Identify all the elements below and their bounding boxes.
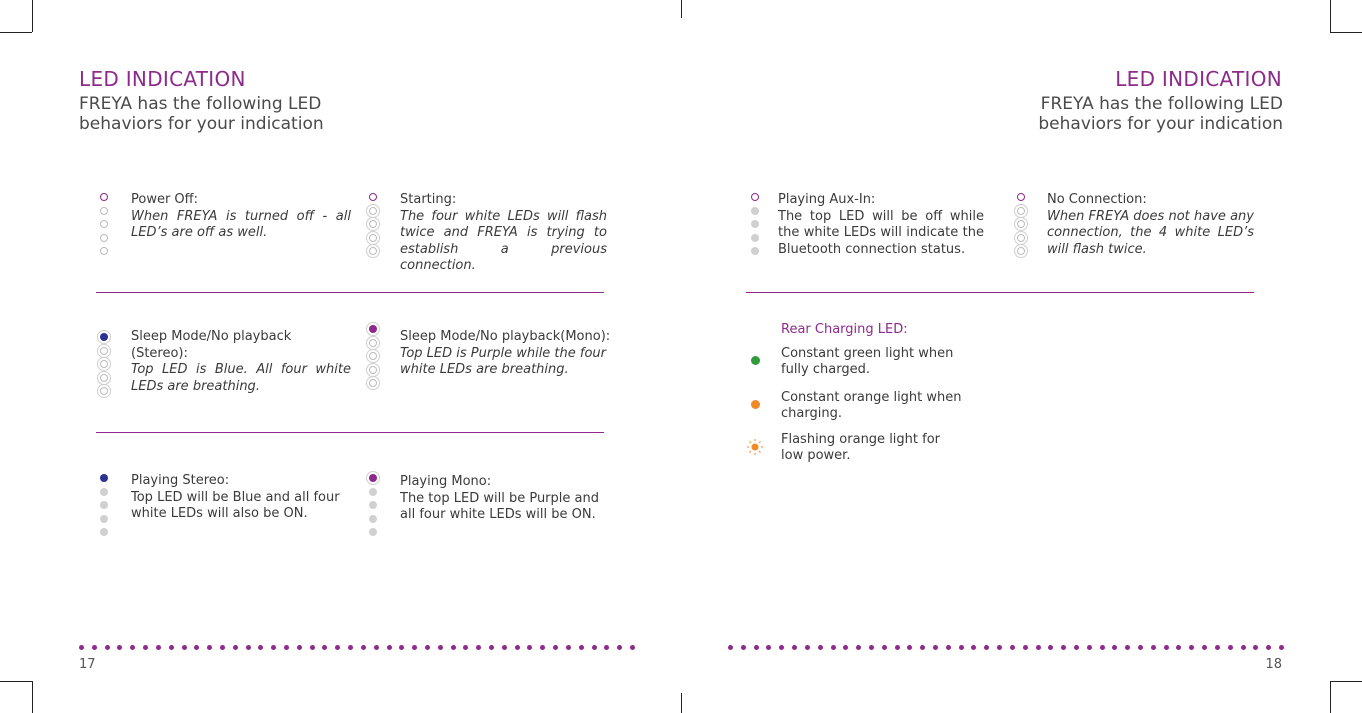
- white-led-icon: [369, 528, 377, 536]
- dotted-divider: [728, 645, 1284, 651]
- top-led-icon: [100, 333, 108, 341]
- divider-dot: [361, 645, 366, 650]
- divider-dot: [1151, 645, 1156, 650]
- divider-dot: [246, 645, 251, 650]
- white-led-icon: [369, 247, 377, 255]
- white-led-icon: [369, 207, 377, 215]
- divider-dot: [946, 645, 951, 650]
- divider-dot: [297, 645, 302, 650]
- white-led-icon: [1017, 247, 1025, 255]
- divider-dot: [463, 645, 468, 650]
- divider-dot: [831, 645, 836, 650]
- divider-dot: [284, 645, 289, 650]
- top-led-icon: [369, 193, 377, 201]
- divider-dot: [728, 645, 733, 650]
- led-behavior-sleep-mono: [400, 329, 630, 379]
- behavior-name: Starting:: [400, 192, 457, 207]
- divider-dot: [412, 645, 417, 650]
- divider-dot: [271, 645, 276, 650]
- divider-dot: [79, 645, 84, 650]
- charge-state-text: Constant orange light when charging.: [781, 390, 962, 421]
- crop-mark: [1330, 0, 1331, 32]
- white-led-icon: [369, 339, 377, 347]
- white-led-icon: [751, 234, 759, 242]
- divider-dot: [792, 645, 797, 650]
- divider-dot: [1074, 645, 1079, 650]
- white-led-icon: [751, 220, 759, 228]
- divider-dot: [1036, 645, 1041, 650]
- section-divider: [746, 292, 1254, 293]
- white-led-icon: [369, 352, 377, 360]
- divider-dot: [1061, 645, 1066, 650]
- behavior-description: Top LED will be Blue and all four white LEDs will also be ON.: [131, 489, 340, 521]
- divider-dot: [1241, 645, 1246, 650]
- crop-mark: [1330, 681, 1331, 713]
- white-led-icon: [100, 515, 108, 523]
- divider-dot: [310, 645, 315, 650]
- crop-mark: [0, 681, 32, 682]
- divider-dot: [1125, 645, 1130, 650]
- divider-dot: [1253, 645, 1258, 650]
- page-number: 18: [1265, 657, 1282, 672]
- behavior-name: Power Off:: [131, 192, 199, 207]
- white-led-icon: [100, 387, 108, 395]
- charge-state-text: Constant green light when fully charged.: [781, 346, 954, 377]
- divider-dot: [182, 645, 187, 650]
- white-led-icon: [369, 501, 377, 509]
- led-behavior-aux-in: [778, 192, 984, 258]
- divider-dot: [959, 645, 964, 650]
- charge-led-green: [751, 356, 760, 365]
- divider-dot: [856, 645, 861, 650]
- white-led-icon: [751, 207, 759, 215]
- divider-dot: [1279, 645, 1284, 650]
- charge-led-orange: [751, 400, 760, 409]
- white-led-icon: [100, 501, 108, 509]
- crop-mark: [681, 693, 682, 713]
- divider-dot: [882, 645, 887, 650]
- divider-dot: [143, 645, 148, 650]
- top-led-icon: [100, 193, 108, 201]
- top-led-icon: [1017, 193, 1025, 201]
- crop-mark: [681, 0, 682, 18]
- divider-dot: [566, 645, 571, 650]
- divider-dot: [1100, 645, 1105, 650]
- white-led-icon: [369, 515, 377, 523]
- divider-dot: [194, 645, 199, 650]
- white-led-icon: [369, 366, 377, 374]
- divider-dot: [387, 645, 392, 650]
- top-led-icon: [369, 474, 377, 482]
- divider-dot: [207, 645, 212, 650]
- divider-dot: [425, 645, 430, 650]
- white-led-icon: [369, 379, 377, 387]
- divider-dot: [920, 645, 925, 650]
- white-led-icon: [100, 207, 108, 215]
- divider-dot: [805, 645, 810, 650]
- divider-dot: [1048, 645, 1053, 650]
- top-led-icon: [369, 325, 377, 333]
- section-divider: [96, 432, 604, 433]
- white-led-icon: [751, 247, 759, 255]
- white-led-icon: [369, 220, 377, 228]
- divider-dot: [1176, 645, 1181, 650]
- page-title: LED INDICATION: [1115, 67, 1282, 91]
- divider-dot: [754, 645, 759, 650]
- divider-dot: [438, 645, 443, 650]
- white-led-icon: [100, 220, 108, 228]
- divider-dot: [105, 645, 110, 650]
- white-led-icon: [369, 488, 377, 496]
- divider-dot: [933, 645, 938, 650]
- crop-mark: [32, 0, 33, 32]
- divider-dot: [1189, 645, 1194, 650]
- divider-dot: [502, 645, 507, 650]
- behavior-description: Top LED is Blue. All four white LEDs are breathing.: [131, 362, 351, 394]
- divider-dot: [322, 645, 327, 650]
- page-number: 17: [79, 657, 96, 672]
- white-led-icon: [100, 347, 108, 355]
- divider-dot: [869, 645, 874, 650]
- led-behavior-starting: [400, 192, 607, 275]
- led-behavior-playing-mono: [400, 474, 612, 524]
- divider-dot: [1215, 645, 1220, 650]
- white-led-icon: [100, 488, 108, 496]
- divider-dot: [399, 645, 404, 650]
- divider-dot: [1010, 645, 1015, 650]
- behavior-name: Playing Aux-In:: [778, 192, 876, 207]
- divider-dot: [997, 645, 1002, 650]
- page-subtitle: FREYA has the following LED behaviors for your indication: [79, 94, 324, 134]
- page-title: LED INDICATION: [79, 67, 246, 91]
- white-led-icon: [369, 234, 377, 242]
- divider-dot: [258, 645, 263, 650]
- divider-dot: [895, 645, 900, 650]
- white-led-icon: [1017, 207, 1025, 215]
- divider-dot: [984, 645, 989, 650]
- divider-dot: [220, 645, 225, 650]
- behavior-description: Top LED is Purple while the four white LEDs are breathing.: [400, 345, 607, 377]
- charge-state-text: Flashing orange light for low power.: [781, 432, 941, 463]
- divider-dot: [130, 645, 135, 650]
- divider-dot: [92, 645, 97, 650]
- divider-dot: [348, 645, 353, 650]
- page-subtitle: FREYA has the following LED behaviors for your indication: [1038, 94, 1283, 134]
- divider-dot: [233, 645, 238, 650]
- divider-dot: [553, 645, 558, 650]
- divider-dot: [741, 645, 746, 650]
- divider-dot: [476, 645, 481, 650]
- behavior-name: Playing Mono:: [400, 474, 492, 489]
- rear-charging-heading: Rear Charging LED:: [781, 322, 908, 337]
- led-behavior-power-off: [131, 192, 351, 242]
- led-behavior-playing-stereo: [131, 473, 346, 523]
- crop-mark: [1330, 32, 1362, 33]
- divider-dot: [630, 645, 635, 650]
- divider-dot: [169, 645, 174, 650]
- behavior-description: When FREYA is turned off - all LED’s are off as well.: [131, 208, 351, 240]
- divider-dot: [374, 645, 379, 650]
- divider-dot: [1202, 645, 1207, 650]
- divider-dot: [489, 645, 494, 650]
- divider-dot: [1266, 645, 1271, 650]
- white-led-icon: [100, 247, 108, 255]
- behavior-description: The top LED will be off while the white LEDs will indicate the Bluetooth connection status.: [778, 208, 984, 257]
- white-led-icon: [1017, 220, 1025, 228]
- divider-dot: [515, 645, 520, 650]
- divider-dot: [540, 645, 545, 650]
- behavior-name: Playing Stereo:: [131, 473, 230, 488]
- behavior-description: When FREYA does not have any connection, the 4 white LED’s will flash twice.: [1047, 208, 1254, 257]
- divider-dot: [818, 645, 823, 650]
- divider-dot: [1138, 645, 1143, 650]
- divider-dot: [843, 645, 848, 650]
- behavior-name: No Connection:: [1047, 192, 1147, 207]
- divider-dot: [971, 645, 976, 650]
- divider-dot: [604, 645, 609, 650]
- led-behavior-sleep-stereo: [131, 329, 351, 395]
- divider-dot: [579, 645, 584, 650]
- crop-mark: [32, 681, 33, 713]
- white-led-icon: [100, 528, 108, 536]
- crop-mark: [0, 32, 32, 33]
- divider-dot: [451, 645, 456, 650]
- divider-dot: [335, 645, 340, 650]
- divider-dot: [592, 645, 597, 650]
- white-led-icon: [100, 374, 108, 382]
- white-led-icon: [100, 360, 108, 368]
- section-divider: [96, 292, 604, 293]
- crop-mark: [1330, 681, 1362, 682]
- divider-dot: [779, 645, 784, 650]
- divider-dot: [1112, 645, 1117, 650]
- flashing-orange-led-icon: [746, 438, 764, 456]
- divider-dot: [1087, 645, 1092, 650]
- divider-dot: [766, 645, 771, 650]
- white-led-icon: [1017, 234, 1025, 242]
- led-behavior-no-connection: [1047, 192, 1254, 258]
- divider-dot: [1023, 645, 1028, 650]
- divider-dot: [117, 645, 122, 650]
- white-led-icon: [100, 234, 108, 242]
- top-led-icon: [751, 193, 759, 201]
- divider-dot: [156, 645, 161, 650]
- behavior-description: The top LED will be Purple and all four white LEDs will be ON.: [400, 490, 599, 522]
- divider-dot: [617, 645, 622, 650]
- top-led-icon: [100, 474, 108, 482]
- behavior-name: Sleep Mode/No playback(Mono):: [400, 329, 611, 344]
- divider-dot: [1164, 645, 1169, 650]
- dotted-divider: [79, 645, 635, 651]
- divider-dot: [907, 645, 912, 650]
- divider-dot: [1228, 645, 1233, 650]
- behavior-name: Sleep Mode/No playback (Stereo):: [131, 329, 292, 361]
- divider-dot: [527, 645, 532, 650]
- behavior-description: The four white LEDs will flash twice and FREYA is trying to establish a previous connection.: [400, 208, 607, 273]
